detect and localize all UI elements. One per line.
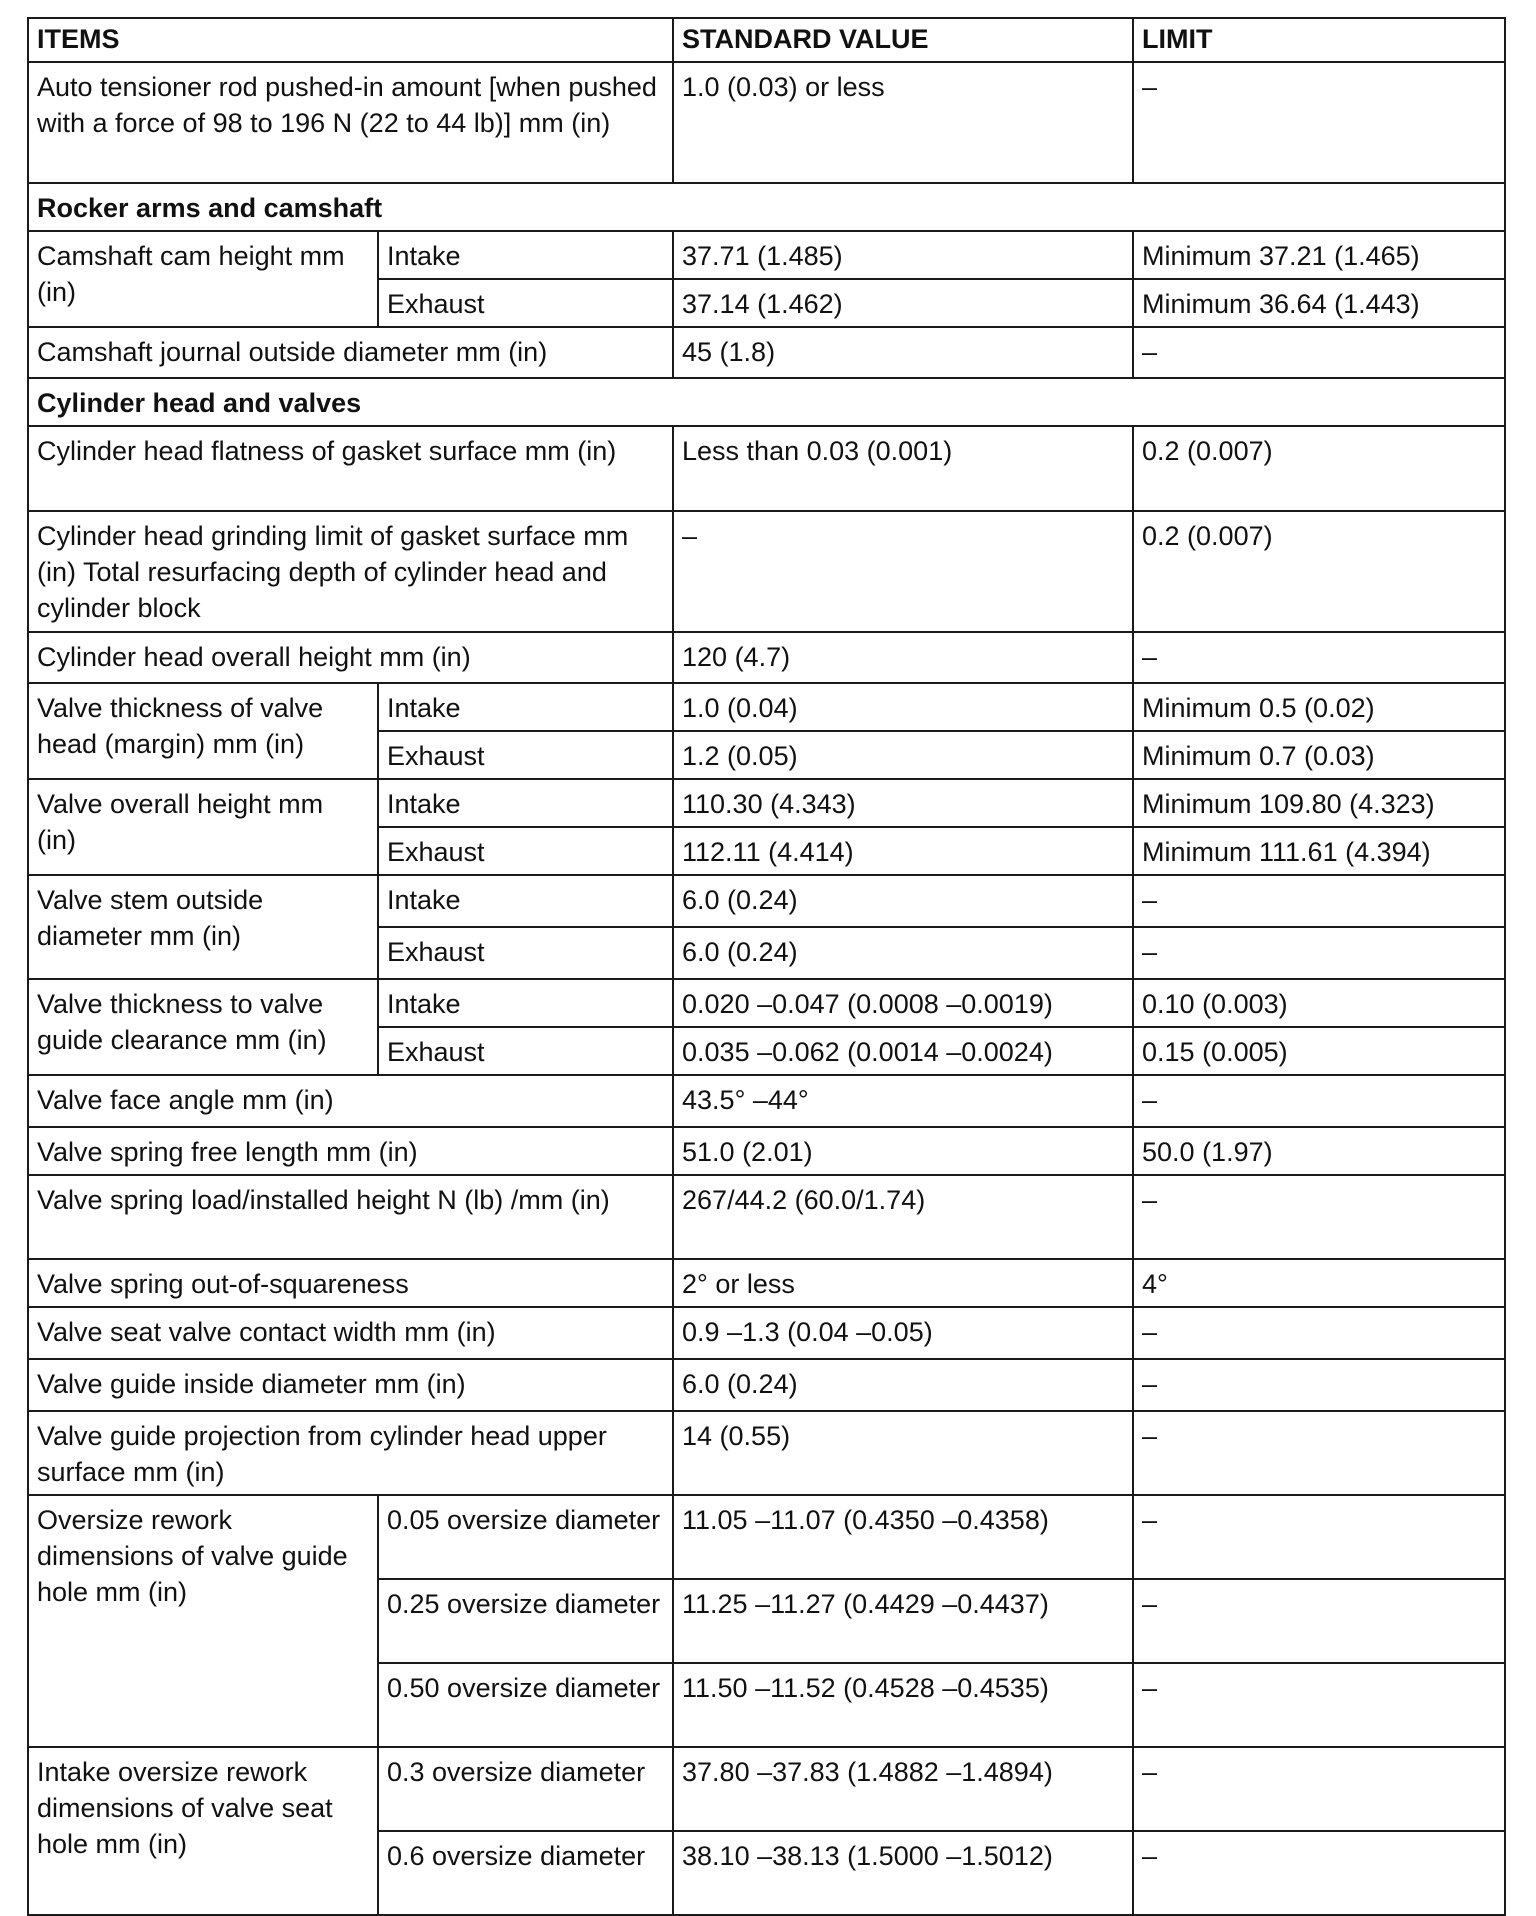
sub-item-cell: 0.6 oversize diameter: [378, 1831, 673, 1915]
limit-cell: –: [1133, 1831, 1505, 1915]
section-row: [28, 378, 1505, 426]
table-row: [28, 1411, 1505, 1495]
standard-cell: 1.2 (0.05): [673, 731, 1133, 779]
limit-cell: –: [1133, 632, 1505, 683]
limit-cell: 50.0 (1.97): [1133, 1127, 1505, 1175]
limit-cell: –: [1133, 62, 1505, 183]
item-cell: Cylinder head grinding limit of gasket surface mm (in) Total resurfacing depth of cylinder head and cylinder block: [28, 511, 673, 632]
limit-cell: –: [1133, 875, 1505, 927]
table-row: [28, 1127, 1505, 1175]
header-limit: LIMIT: [1133, 18, 1505, 62]
standard-cell: 0.035 –0.062 (0.0014 –0.0024): [673, 1027, 1133, 1075]
item-cell: Valve overall height mm (in): [28, 779, 378, 875]
sub-item-cell: Intake: [378, 779, 673, 827]
table-row: [28, 1175, 1505, 1259]
table-row: [28, 62, 1505, 183]
table-row: [28, 511, 1505, 632]
sub-item-cell: 0.25 oversize diameter: [378, 1579, 673, 1663]
standard-cell: 45 (1.8): [673, 327, 1133, 378]
standard-cell: 43.5° –44°: [673, 1075, 1133, 1127]
standard-cell: 11.25 –11.27 (0.4429 –0.4437): [673, 1579, 1133, 1663]
sub-item-cell: 0.3 oversize diameter: [378, 1747, 673, 1831]
sub-item-cell: Intake: [378, 231, 673, 279]
item-cell: Intake oversize rework dimensions of valve seat hole mm (in): [28, 1747, 378, 1915]
standard-cell: –: [673, 511, 1133, 632]
table-row: [28, 875, 1505, 927]
item-cell: Valve spring free length mm (in): [28, 1127, 673, 1175]
item-cell: Valve thickness to valve guide clearance mm (in): [28, 979, 378, 1075]
limit-cell: Minimum 0.7 (0.03): [1133, 731, 1505, 779]
sub-item-cell: Intake: [378, 979, 673, 1027]
limit-cell: Minimum 0.5 (0.02): [1133, 683, 1505, 731]
table-row: [28, 1075, 1505, 1127]
limit-cell: –: [1133, 1495, 1505, 1579]
item-cell: Valve stem outside diameter mm (in): [28, 875, 378, 979]
item-cell: Oversize rework dimensions of valve guide hole mm (in): [28, 1495, 378, 1747]
standard-cell: 110.30 (4.343): [673, 779, 1133, 827]
sub-item-cell: Exhaust: [378, 1027, 673, 1075]
limit-cell: Minimum 111.61 (4.394): [1133, 827, 1505, 875]
standard-cell: 0.020 –0.047 (0.0008 –0.0019): [673, 979, 1133, 1027]
table-row: [28, 683, 1505, 731]
standard-cell: 14 (0.55): [673, 1411, 1133, 1495]
limit-cell: –: [1133, 927, 1505, 979]
section-row: [28, 183, 1505, 231]
limit-cell: 4°: [1133, 1259, 1505, 1307]
sub-item-cell: 0.05 oversize diameter: [378, 1495, 673, 1579]
table-row: [28, 1747, 1505, 1831]
limit-cell: 0.2 (0.007): [1133, 426, 1505, 511]
standard-cell: 51.0 (2.01): [673, 1127, 1133, 1175]
limit-cell: –: [1133, 1359, 1505, 1411]
table-row: [28, 779, 1505, 827]
item-cell: Valve seat valve contact width mm (in): [28, 1307, 673, 1359]
item-cell: Camshaft cam height mm (in): [28, 231, 378, 327]
table-row: [28, 1495, 1505, 1579]
limit-cell: –: [1133, 1307, 1505, 1359]
table-row: [28, 1359, 1505, 1411]
table-row: [28, 979, 1505, 1027]
sub-item-cell: Exhaust: [378, 927, 673, 979]
sub-item-cell: Intake: [378, 875, 673, 927]
standard-cell: 37.14 (1.462): [673, 279, 1133, 327]
limit-cell: 0.15 (0.005): [1133, 1027, 1505, 1075]
spec-table-container: [27, 17, 1504, 1916]
table-header-row: [28, 18, 1505, 62]
item-cell: Cylinder head overall height mm (in): [28, 632, 673, 683]
item-cell: Valve guide projection from cylinder head upper surface mm (in): [28, 1411, 673, 1495]
section-title-head: Cylinder head and valves: [28, 378, 1505, 426]
limit-cell: –: [1133, 327, 1505, 378]
item-cell: Valve guide inside diameter mm (in): [28, 1359, 673, 1411]
sub-item-cell: Exhaust: [378, 731, 673, 779]
section-title-rocker: Rocker arms and camshaft: [28, 183, 1505, 231]
item-cell: Camshaft journal outside diameter mm (in): [28, 327, 673, 378]
item-cell: Valve face angle mm (in): [28, 1075, 673, 1127]
standard-cell: 6.0 (0.24): [673, 875, 1133, 927]
table-row: [28, 1307, 1505, 1359]
table-row: [28, 327, 1505, 378]
standard-cell: 267/44.2 (60.0/1.74): [673, 1175, 1133, 1259]
item-cell: Auto tensioner rod pushed-in amount [when pushed with a force of 98 to 196 N (22 to 44 lb)] mm (in): [28, 62, 673, 183]
standard-cell: 6.0 (0.24): [673, 1359, 1133, 1411]
limit-cell: Minimum 37.21 (1.465): [1133, 231, 1505, 279]
specification-table: [27, 17, 1506, 1916]
limit-cell: Minimum 109.80 (4.323): [1133, 779, 1505, 827]
limit-cell: –: [1133, 1579, 1505, 1663]
item-cell: Cylinder head flatness of gasket surface mm (in): [28, 426, 673, 511]
table-row: [28, 1259, 1505, 1307]
standard-cell: 6.0 (0.24): [673, 927, 1133, 979]
standard-cell: 37.80 –37.83 (1.4882 –1.4894): [673, 1747, 1133, 1831]
standard-cell: 38.10 –38.13 (1.5000 –1.5012): [673, 1831, 1133, 1915]
standard-cell: 120 (4.7): [673, 632, 1133, 683]
sub-item-cell: Exhaust: [378, 827, 673, 875]
standard-cell: 11.05 –11.07 (0.4350 –0.4358): [673, 1495, 1133, 1579]
table-row: [28, 426, 1505, 511]
standard-cell: 11.50 –11.52 (0.4528 –0.4535): [673, 1663, 1133, 1747]
limit-cell: –: [1133, 1411, 1505, 1495]
sub-item-cell: Intake: [378, 683, 673, 731]
limit-cell: –: [1133, 1075, 1505, 1127]
table-row: [28, 231, 1505, 279]
standard-cell: 1.0 (0.04): [673, 683, 1133, 731]
standard-cell: 0.9 –1.3 (0.04 –0.05): [673, 1307, 1133, 1359]
limit-cell: –: [1133, 1663, 1505, 1747]
limit-cell: Minimum 36.64 (1.443): [1133, 279, 1505, 327]
sub-item-cell: 0.50 oversize diameter: [378, 1663, 673, 1747]
header-items: ITEMS: [28, 18, 673, 62]
table-row: [28, 632, 1505, 683]
limit-cell: 0.2 (0.007): [1133, 511, 1505, 632]
standard-cell: 112.11 (4.414): [673, 827, 1133, 875]
sub-item-cell: Exhaust: [378, 279, 673, 327]
item-cell: Valve spring out-of-squareness: [28, 1259, 673, 1307]
standard-cell: 2° or less: [673, 1259, 1133, 1307]
limit-cell: –: [1133, 1747, 1505, 1831]
item-cell: Valve spring load/installed height N (lb) /mm (in): [28, 1175, 673, 1259]
limit-cell: –: [1133, 1175, 1505, 1259]
standard-cell: 37.71 (1.485): [673, 231, 1133, 279]
standard-cell: Less than 0.03 (0.001): [673, 426, 1133, 511]
item-cell: Valve thickness of valve head (margin) mm (in): [28, 683, 378, 779]
limit-cell: 0.10 (0.003): [1133, 979, 1505, 1027]
standard-cell: 1.0 (0.03) or less: [673, 62, 1133, 183]
header-standard-value: STANDARD VALUE: [673, 18, 1133, 62]
